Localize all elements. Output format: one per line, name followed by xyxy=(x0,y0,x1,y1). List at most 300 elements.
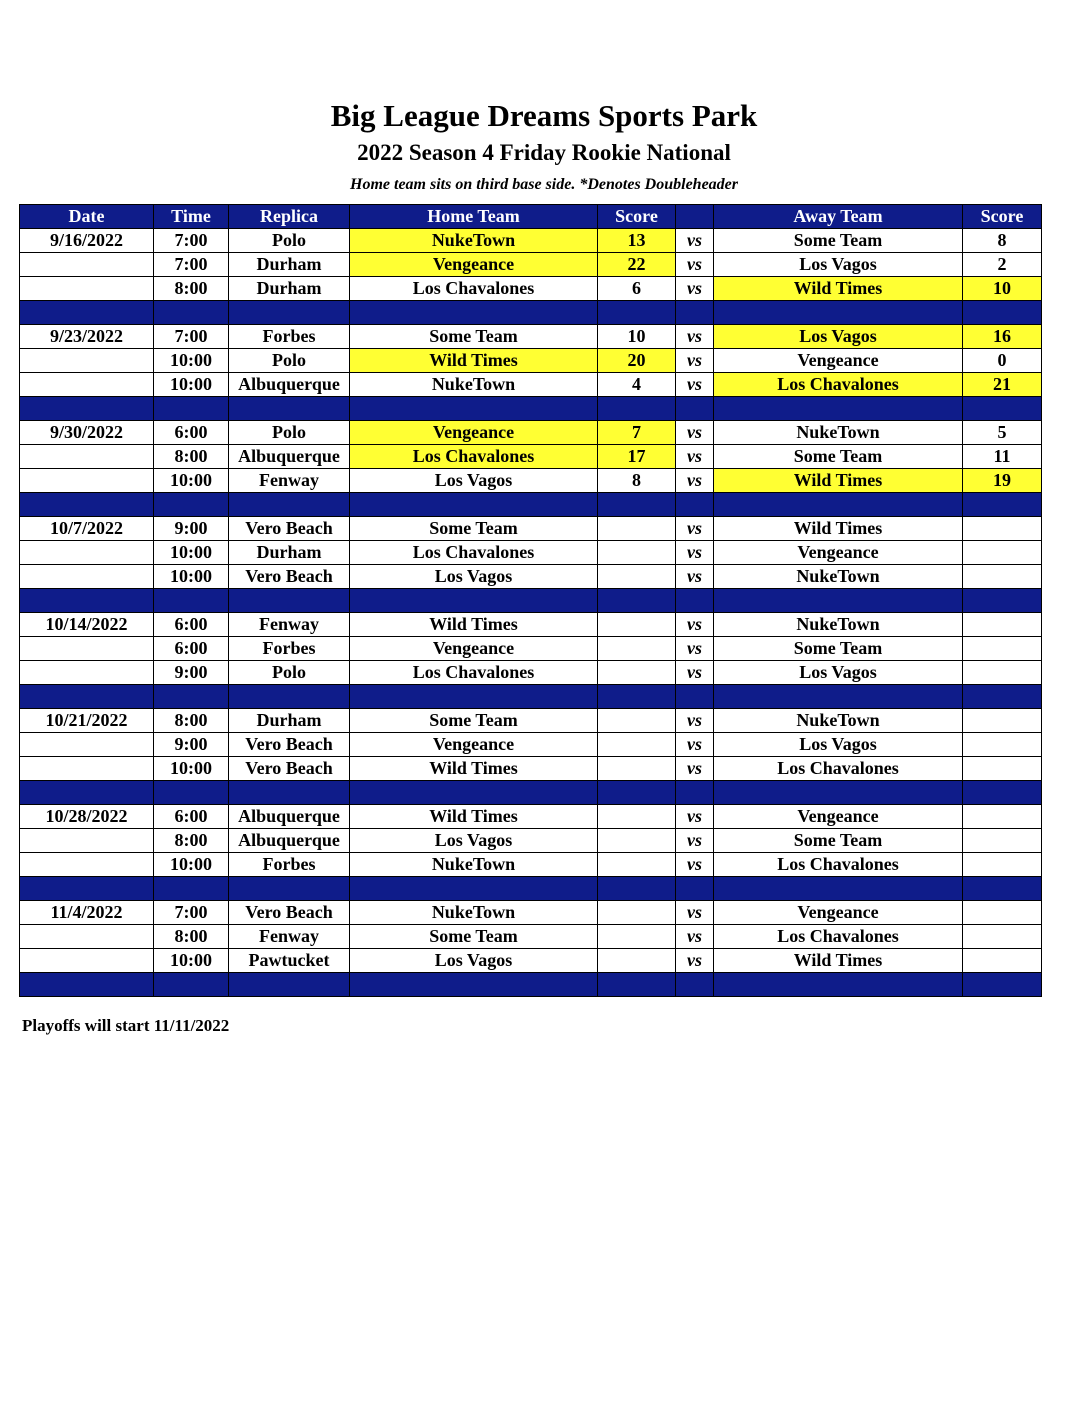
schedule-table xyxy=(19,204,1042,997)
time-cell: 10:00 xyxy=(154,949,229,973)
home-team-cell: Los Vagos xyxy=(350,949,598,973)
date-cell xyxy=(20,757,154,781)
away-score-cell xyxy=(963,757,1042,781)
away-team-cell: Los Vagos xyxy=(714,661,963,685)
away-team-cell: Los Chavalones xyxy=(714,925,963,949)
separator-cell xyxy=(229,685,350,709)
replica-cell: Albuquerque xyxy=(229,829,350,853)
time-cell: 10:00 xyxy=(154,853,229,877)
replica-cell: Vero Beach xyxy=(229,757,350,781)
home-score-cell xyxy=(598,637,676,661)
separator-cell xyxy=(676,685,714,709)
vs-cell: vs xyxy=(676,325,714,349)
replica-cell: Forbes xyxy=(229,325,350,349)
date-cell xyxy=(20,565,154,589)
week-separator-row xyxy=(20,781,1042,805)
home-score-cell xyxy=(598,901,676,925)
away-score-cell xyxy=(963,565,1042,589)
home-score-cell: 8 xyxy=(598,469,676,493)
separator-cell xyxy=(154,589,229,613)
time-cell: 7:00 xyxy=(154,325,229,349)
home-team-cell: Some Team xyxy=(350,709,598,733)
col-header-date: Date xyxy=(20,205,154,229)
separator-cell xyxy=(676,301,714,325)
separator-cell xyxy=(676,781,714,805)
page-subtitle: 2022 Season 4 Friday Rookie National xyxy=(357,140,731,165)
table-row xyxy=(20,349,1042,373)
away-team-cell: Some Team xyxy=(714,829,963,853)
table-row xyxy=(20,637,1042,661)
home-score-cell xyxy=(598,613,676,637)
away-score-cell xyxy=(963,853,1042,877)
home-team-cell: Los Chavalones xyxy=(350,277,598,301)
table-row xyxy=(20,325,1042,349)
replica-cell: Albuquerque xyxy=(229,445,350,469)
separator-cell xyxy=(154,781,229,805)
replica-cell: Durham xyxy=(229,277,350,301)
away-score-cell: 19 xyxy=(963,469,1042,493)
vs-cell: vs xyxy=(676,421,714,445)
col-header-vs xyxy=(676,205,714,229)
separator-cell xyxy=(20,301,154,325)
away-score-cell xyxy=(963,949,1042,973)
away-score-cell: 8 xyxy=(963,229,1042,253)
separator-cell xyxy=(350,589,598,613)
home-team-cell: Some Team xyxy=(350,517,598,541)
separator-cell xyxy=(350,397,598,421)
away-team-cell: Los Vagos xyxy=(714,253,963,277)
separator-cell xyxy=(154,685,229,709)
replica-cell: Forbes xyxy=(229,853,350,877)
home-score-cell xyxy=(598,541,676,565)
time-cell: 7:00 xyxy=(154,253,229,277)
time-cell: 9:00 xyxy=(154,517,229,541)
away-score-cell xyxy=(963,733,1042,757)
away-score-cell: 11 xyxy=(963,445,1042,469)
date-cell xyxy=(20,541,154,565)
date-cell: 9/23/2022 xyxy=(20,325,154,349)
vs-cell: vs xyxy=(676,757,714,781)
table-row xyxy=(20,517,1042,541)
home-score-cell xyxy=(598,565,676,589)
page-note: Home team sits on third base side. *Denotes Doubleheader xyxy=(350,176,738,193)
away-team-cell: Wild Times xyxy=(714,469,963,493)
vs-cell: vs xyxy=(676,229,714,253)
away-score-cell xyxy=(963,637,1042,661)
separator-cell xyxy=(229,877,350,901)
playoffs-note: Playoffs will start 11/11/2022 xyxy=(22,1016,230,1035)
separator-cell xyxy=(350,301,598,325)
vs-cell: vs xyxy=(676,541,714,565)
home-score-cell xyxy=(598,709,676,733)
week-separator-row xyxy=(20,301,1042,325)
replica-cell: Durham xyxy=(229,709,350,733)
separator-cell xyxy=(154,973,229,997)
date-cell xyxy=(20,853,154,877)
away-score-cell: 2 xyxy=(963,253,1042,277)
table-row xyxy=(20,757,1042,781)
away-team-cell: NukeTown xyxy=(714,421,963,445)
time-cell: 8:00 xyxy=(154,445,229,469)
time-cell: 8:00 xyxy=(154,277,229,301)
separator-cell xyxy=(229,301,350,325)
date-cell xyxy=(20,277,154,301)
separator-cell xyxy=(350,685,598,709)
date-cell: 10/14/2022 xyxy=(20,613,154,637)
away-score-cell xyxy=(963,661,1042,685)
time-cell: 10:00 xyxy=(154,373,229,397)
separator-cell xyxy=(229,493,350,517)
separator-cell xyxy=(20,973,154,997)
home-team-cell: Los Chavalones xyxy=(350,541,598,565)
vs-cell: vs xyxy=(676,733,714,757)
date-cell xyxy=(20,637,154,661)
vs-cell: vs xyxy=(676,277,714,301)
separator-cell xyxy=(598,685,676,709)
replica-cell: Albuquerque xyxy=(229,805,350,829)
table-row xyxy=(20,733,1042,757)
replica-cell: Fenway xyxy=(229,925,350,949)
replica-cell: Fenway xyxy=(229,613,350,637)
separator-cell xyxy=(20,685,154,709)
vs-cell: vs xyxy=(676,637,714,661)
date-cell: 10/28/2022 xyxy=(20,805,154,829)
away-team-cell: Wild Times xyxy=(714,517,963,541)
vs-cell: vs xyxy=(676,253,714,277)
vs-cell: vs xyxy=(676,829,714,853)
vs-cell: vs xyxy=(676,709,714,733)
col-header-time: Time xyxy=(154,205,229,229)
separator-cell xyxy=(714,301,963,325)
separator-cell xyxy=(598,877,676,901)
home-score-cell: 6 xyxy=(598,277,676,301)
week-separator-row xyxy=(20,493,1042,517)
away-score-cell xyxy=(963,901,1042,925)
col-header-home-team: Home Team xyxy=(350,205,598,229)
home-team-cell: Wild Times xyxy=(350,757,598,781)
vs-cell: vs xyxy=(676,805,714,829)
table-row xyxy=(20,901,1042,925)
time-cell: 10:00 xyxy=(154,757,229,781)
vs-cell: vs xyxy=(676,349,714,373)
separator-cell xyxy=(350,877,598,901)
vs-cell: vs xyxy=(676,517,714,541)
home-team-cell: Wild Times xyxy=(350,349,598,373)
home-team-cell: Los Chavalones xyxy=(350,445,598,469)
date-cell xyxy=(20,253,154,277)
home-team-cell: Wild Times xyxy=(350,613,598,637)
table-header-row xyxy=(20,205,1042,229)
replica-cell: Vero Beach xyxy=(229,901,350,925)
col-header-away-score: Score xyxy=(963,205,1042,229)
table-row xyxy=(20,613,1042,637)
col-header-home-score: Score xyxy=(598,205,676,229)
away-score-cell: 10 xyxy=(963,277,1042,301)
separator-cell xyxy=(676,397,714,421)
time-cell: 10:00 xyxy=(154,565,229,589)
separator-cell xyxy=(676,589,714,613)
date-cell xyxy=(20,925,154,949)
table-row xyxy=(20,421,1042,445)
separator-cell xyxy=(714,973,963,997)
date-cell: 9/16/2022 xyxy=(20,229,154,253)
replica-cell: Albuquerque xyxy=(229,373,350,397)
date-cell xyxy=(20,349,154,373)
time-cell: 6:00 xyxy=(154,805,229,829)
replica-cell: Polo xyxy=(229,661,350,685)
home-team-cell: Vengeance xyxy=(350,253,598,277)
away-team-cell: Some Team xyxy=(714,229,963,253)
replica-cell: Vero Beach xyxy=(229,733,350,757)
separator-cell xyxy=(229,589,350,613)
away-team-cell: Wild Times xyxy=(714,277,963,301)
home-team-cell: NukeTown xyxy=(350,373,598,397)
vs-cell: vs xyxy=(676,853,714,877)
separator-cell xyxy=(714,877,963,901)
home-score-cell: 10 xyxy=(598,325,676,349)
away-score-cell xyxy=(963,805,1042,829)
week-separator-row xyxy=(20,973,1042,997)
schedule-body xyxy=(20,229,1042,997)
table-row xyxy=(20,445,1042,469)
separator-cell xyxy=(714,685,963,709)
time-cell: 10:00 xyxy=(154,469,229,493)
separator-cell xyxy=(154,397,229,421)
separator-cell xyxy=(598,493,676,517)
date-cell xyxy=(20,949,154,973)
replica-cell: Polo xyxy=(229,421,350,445)
separator-cell xyxy=(229,973,350,997)
date-cell xyxy=(20,829,154,853)
separator-cell xyxy=(154,301,229,325)
separator-cell xyxy=(598,397,676,421)
time-cell: 6:00 xyxy=(154,637,229,661)
home-team-cell: Some Team xyxy=(350,325,598,349)
vs-cell: vs xyxy=(676,661,714,685)
away-score-cell xyxy=(963,925,1042,949)
separator-cell xyxy=(154,877,229,901)
replica-cell: Pawtucket xyxy=(229,949,350,973)
home-score-cell: 13 xyxy=(598,229,676,253)
time-cell: 9:00 xyxy=(154,661,229,685)
separator-cell xyxy=(20,589,154,613)
away-score-cell xyxy=(963,613,1042,637)
home-team-cell: Vengeance xyxy=(350,421,598,445)
home-team-cell: NukeTown xyxy=(350,853,598,877)
separator-cell xyxy=(20,493,154,517)
replica-cell: Polo xyxy=(229,229,350,253)
separator-cell xyxy=(350,781,598,805)
away-score-cell: 21 xyxy=(963,373,1042,397)
time-cell: 8:00 xyxy=(154,925,229,949)
separator-cell xyxy=(963,781,1042,805)
date-cell: 10/21/2022 xyxy=(20,709,154,733)
vs-cell: vs xyxy=(676,469,714,493)
col-header-away-team: Away Team xyxy=(714,205,963,229)
time-cell: 8:00 xyxy=(154,709,229,733)
separator-cell xyxy=(229,397,350,421)
col-header-replica: Replica xyxy=(229,205,350,229)
replica-cell: Fenway xyxy=(229,469,350,493)
replica-cell: Vero Beach xyxy=(229,517,350,541)
page-title: Big League Dreams Sports Park xyxy=(330,98,758,133)
home-score-cell: 20 xyxy=(598,349,676,373)
date-cell: 9/30/2022 xyxy=(20,421,154,445)
home-score-cell xyxy=(598,661,676,685)
vs-cell: vs xyxy=(676,613,714,637)
home-score-cell xyxy=(598,925,676,949)
time-cell: 7:00 xyxy=(154,901,229,925)
separator-cell xyxy=(963,589,1042,613)
date-cell xyxy=(20,469,154,493)
away-team-cell: Vengeance xyxy=(714,541,963,565)
date-cell xyxy=(20,445,154,469)
home-team-cell: NukeTown xyxy=(350,901,598,925)
home-team-cell: Los Vagos xyxy=(350,469,598,493)
separator-cell xyxy=(676,877,714,901)
time-cell: 10:00 xyxy=(154,349,229,373)
separator-cell xyxy=(714,781,963,805)
separator-cell xyxy=(350,493,598,517)
separator-cell xyxy=(20,781,154,805)
vs-cell: vs xyxy=(676,949,714,973)
table-row xyxy=(20,277,1042,301)
table-row xyxy=(20,253,1042,277)
separator-cell xyxy=(229,781,350,805)
table-row xyxy=(20,853,1042,877)
home-score-cell xyxy=(598,517,676,541)
home-score-cell xyxy=(598,829,676,853)
date-cell xyxy=(20,733,154,757)
date-cell xyxy=(20,373,154,397)
home-team-cell: Los Vagos xyxy=(350,829,598,853)
separator-cell xyxy=(714,493,963,517)
replica-cell: Vero Beach xyxy=(229,565,350,589)
vs-cell: vs xyxy=(676,445,714,469)
separator-cell xyxy=(963,685,1042,709)
away-score-cell: 5 xyxy=(963,421,1042,445)
separator-cell xyxy=(963,397,1042,421)
away-team-cell: Some Team xyxy=(714,445,963,469)
time-cell: 10:00 xyxy=(154,541,229,565)
table-row xyxy=(20,925,1042,949)
vs-cell: vs xyxy=(676,925,714,949)
separator-cell xyxy=(598,973,676,997)
home-score-cell: 7 xyxy=(598,421,676,445)
separator-cell xyxy=(676,493,714,517)
away-team-cell: Vengeance xyxy=(714,805,963,829)
time-cell: 9:00 xyxy=(154,733,229,757)
separator-cell xyxy=(598,589,676,613)
table-row xyxy=(20,709,1042,733)
home-score-cell: 22 xyxy=(598,253,676,277)
away-score-cell: 16 xyxy=(963,325,1042,349)
vs-cell: vs xyxy=(676,901,714,925)
away-team-cell: NukeTown xyxy=(714,565,963,589)
table-row xyxy=(20,469,1042,493)
replica-cell: Durham xyxy=(229,253,350,277)
separator-cell xyxy=(963,493,1042,517)
away-team-cell: Los Vagos xyxy=(714,325,963,349)
separator-cell xyxy=(963,877,1042,901)
date-cell: 11/4/2022 xyxy=(20,901,154,925)
away-team-cell: Los Vagos xyxy=(714,733,963,757)
home-score-cell xyxy=(598,733,676,757)
week-separator-row xyxy=(20,397,1042,421)
home-team-cell: Vengeance xyxy=(350,637,598,661)
home-score-cell xyxy=(598,805,676,829)
away-team-cell: Some Team xyxy=(714,637,963,661)
home-team-cell: Los Vagos xyxy=(350,565,598,589)
home-team-cell: Los Chavalones xyxy=(350,661,598,685)
home-team-cell: NukeTown xyxy=(350,229,598,253)
away-score-cell xyxy=(963,541,1042,565)
week-separator-row xyxy=(20,589,1042,613)
table-row xyxy=(20,949,1042,973)
away-score-cell: 0 xyxy=(963,349,1042,373)
away-team-cell: Vengeance xyxy=(714,349,963,373)
away-score-cell xyxy=(963,517,1042,541)
home-score-cell xyxy=(598,853,676,877)
separator-cell xyxy=(350,973,598,997)
away-score-cell xyxy=(963,829,1042,853)
separator-cell xyxy=(20,397,154,421)
home-score-cell xyxy=(598,949,676,973)
away-team-cell: Los Chavalones xyxy=(714,853,963,877)
home-team-cell: Wild Times xyxy=(350,805,598,829)
table-row xyxy=(20,565,1042,589)
table-row xyxy=(20,805,1042,829)
separator-cell xyxy=(963,973,1042,997)
home-team-cell: Some Team xyxy=(350,925,598,949)
separator-cell xyxy=(714,589,963,613)
time-cell: 7:00 xyxy=(154,229,229,253)
away-team-cell: Los Chavalones xyxy=(714,757,963,781)
vs-cell: vs xyxy=(676,565,714,589)
replica-cell: Forbes xyxy=(229,637,350,661)
separator-cell xyxy=(598,301,676,325)
home-team-cell: Vengeance xyxy=(350,733,598,757)
date-cell: 10/7/2022 xyxy=(20,517,154,541)
vs-cell: vs xyxy=(676,373,714,397)
away-team-cell: Vengeance xyxy=(714,901,963,925)
home-score-cell: 17 xyxy=(598,445,676,469)
table-row xyxy=(20,229,1042,253)
away-team-cell: NukeTown xyxy=(714,613,963,637)
time-cell: 6:00 xyxy=(154,421,229,445)
away-team-cell: Los Chavalones xyxy=(714,373,963,397)
away-team-cell: Wild Times xyxy=(714,949,963,973)
time-cell: 8:00 xyxy=(154,829,229,853)
week-separator-row xyxy=(20,685,1042,709)
table-row xyxy=(20,661,1042,685)
week-separator-row xyxy=(20,877,1042,901)
separator-cell xyxy=(714,397,963,421)
table-row xyxy=(20,373,1042,397)
replica-cell: Durham xyxy=(229,541,350,565)
away-team-cell: NukeTown xyxy=(714,709,963,733)
away-score-cell xyxy=(963,709,1042,733)
separator-cell xyxy=(676,973,714,997)
home-score-cell xyxy=(598,757,676,781)
date-cell xyxy=(20,661,154,685)
separator-cell xyxy=(154,493,229,517)
table-row xyxy=(20,541,1042,565)
replica-cell: Polo xyxy=(229,349,350,373)
separator-cell xyxy=(20,877,154,901)
table-row xyxy=(20,829,1042,853)
separator-cell xyxy=(963,301,1042,325)
